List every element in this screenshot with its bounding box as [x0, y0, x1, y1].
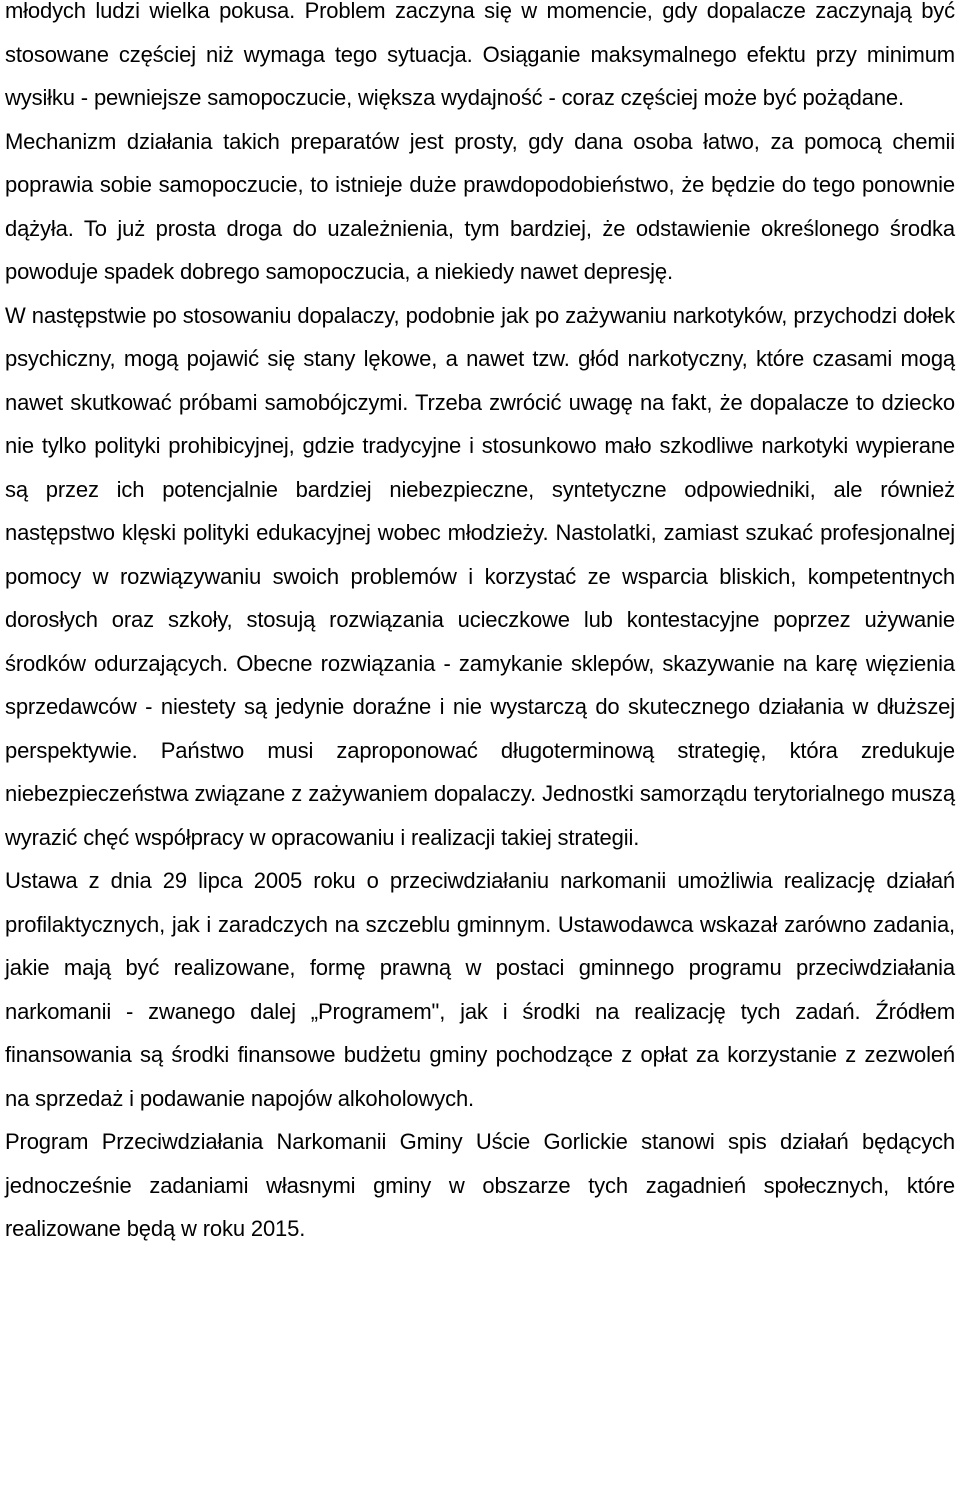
paragraph-4: Ustawa z dnia 29 lipca 2005 roku o przeciwdziałaniu narkomanii umożliwia realizację działań profilaktycznych, jak i zaradczych na szczeblu gminnym. Ustawodawca wskazał zarówno zadania, jakie mają być realizowane, formę prawną w postaci gminnego programu przeciwdziałania narkomanii - zwanego dalej „Programem", jak i środki na realizację tych zadań. Źródłem finansowania są środki finansowe budżetu gminy pochodzące z opłat za korzystanie z zezwoleń na sprzedaż i podawanie napojów alkoholowych.	[5, 868, 955, 1111]
paragraph-3: W następstwie po stosowaniu dopalaczy, podobnie jak po zażywaniu narkotyków, przychodzi dołek psychiczny, mogą pojawić się stany lękowe, a nawet tzw. głód narkotyczny, które czasami mogą nawet skutkować próbami samobójczymi. Trzeba zwrócić uwagę na fakt, że dopalacze to dziecko nie tylko polityki prohibicyjnej, gdzie tradycyjne i stosunkowo mało szkodliwe narkotyki wypierane są przez ich potencjalnie bardziej niebezpieczne, syntetyczne odpowiedniki, ale również następstwo klęski polityki edukacyjnej wobec młodzieży. Nastolatki, zamiast szukać profesjonalnej pomocy w rozwiązywaniu swoich problemów i korzystać ze wsparcia bliskich, kompetentnych dorosłych oraz szkoły, stosują rozwiązania ucieczkowe lub kontestacyjne poprzez używanie środków odurzających. Obecne rozwiązania - zamykanie sklepów, skazywanie na karę więzienia sprzedawców - niestety są jedynie doraźne i nie wystarczą do skutecznego działania w dłuższej perspektywie. Państwo musi zaproponować długoterminową strategię, która zredukuje niebezpieczeństwa związane z zażywaniem dopalaczy. Jednostki samorządu terytorialnego muszą wyrazić chęć współpracy w opracowaniu i realizacji takiej strategii.	[5, 302, 955, 850]
paragraph-2: Mechanizm działania takich preparatów jest prosty, gdy dana osoba łatwo, za pomocą chemii poprawia sobie samopoczucie, to istnieje duże prawdopodobieństwo, że będzie do tego ponownie dążyła. To już prosta droga do uzależnienia, tym bardziej, że odstawienie określonego środka powoduje spadek dobrego samopoczucia, a niekiedy nawet depresję.	[5, 128, 955, 284]
paragraph-5: Program Przeciwdziałania Narkomanii Gminy Uście Gorlickie stanowi spis działań będących jednocześnie zadaniami własnymi gminy w obszarze tych zagadnień społecznych, które realizowane będą w roku 2015.	[5, 1129, 955, 1241]
paragraph-1: młodych ludzi wielka pokusa. Problem zaczyna się w momencie, gdy dopalacze zaczynają być stosowane częściej niż wymaga tego sytuacja. Osiąganie maksymalnego efektu przy minimum wysiłku - pewniejsze samopoczucie, większa wydajność - coraz częściej może być pożądane.	[5, 0, 955, 110]
